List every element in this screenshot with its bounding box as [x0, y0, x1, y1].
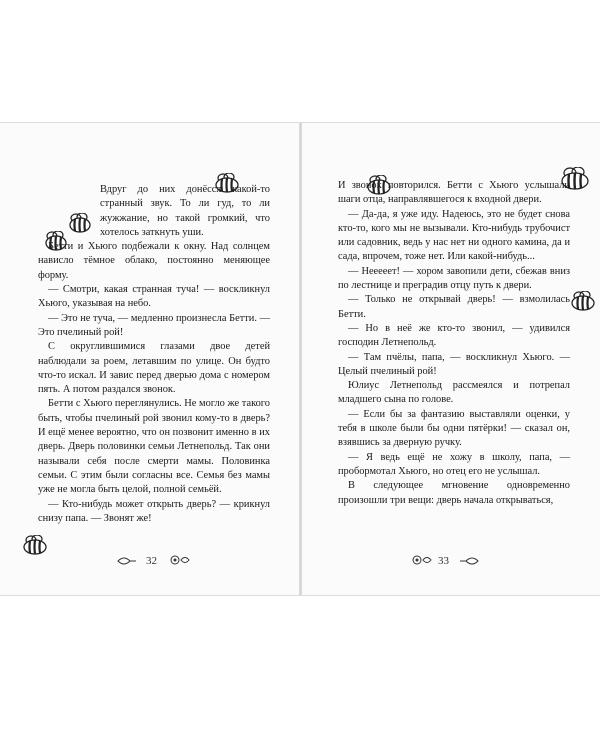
book-spread — [0, 122, 600, 596]
page-number: 33 — [438, 555, 449, 567]
leaf-icon — [458, 555, 480, 567]
paragraph: — Если бы за фантазию выставляли оценки, у тебя в школе были бы одни пятёрки! — сказал он, взявшись за дверную ручку. — [338, 408, 570, 449]
paragraph: — Но в неё же кто-то звонил, — удивился господин Летнепольд. — [338, 322, 570, 349]
bee-icon — [570, 291, 596, 311]
page-number: 32 — [146, 555, 157, 567]
paragraph: — Да-да, я уже иду. Надеюсь, это не будет снова кто-то, кого мы не вызывали. Кто-нибудь трубочист или садовник, ведь у нас нет ни одного камина, да и сада, впрочем, тоже нет. Или какой-нибудь... — [338, 208, 570, 263]
right-page-text — [338, 179, 570, 508]
paragraph: — Кто-нибудь может открыть дверь? — крикнул снизу папа. — Звонят же! — [38, 498, 270, 524]
bee-icon — [22, 535, 48, 555]
flower-icon — [410, 553, 434, 567]
right-page — [302, 123, 600, 595]
paragraph: Бетти с Хьюго переглянулись. Не могло же такого быть, чтобы пчелиный рой звонил кому-то в дверь? И ещё менее вероятно, что он позвонит именно в их дверь. Дверь половинки семьи Летнепольд. Так они называли себя после смерти мамы. Половинка семьи. С этим были согласны все. Семья без мамы уже не могла быть целой, полной семьёй. — [38, 398, 270, 496]
flower-icon — [168, 553, 192, 567]
paragraph: Бетти и Хьюго подбежали к окну. Над солнцем нависло тёмное облако, постоянно меняющее форму. — [38, 241, 270, 281]
paragraph: — Я ведь ещё не хожу в школу, папа, — пробормотал Хьюго, но отец его не услышал. — [338, 451, 570, 477]
paragraph: — Смотри, какая странная туча! — воскликнул Хьюго, указывая на небо. — [38, 284, 270, 310]
paragraph: С округлившимися глазами двое детей наблюдали за роем, летавшим по улице. Он будто что-то искал. И завис перед дверью дома с номером пять. А потом раздался звонок. — [38, 341, 270, 396]
paragraph: — Там пчёлы, папа, — воскликнул Хьюго. — Целый пчелиный рой! — [338, 351, 570, 377]
paragraph: В следующее мгновение одновременно произошли три вещи: дверь начала открываться, — [338, 480, 570, 506]
paragraph: И звонок повторился. Бетти с Хьюго услышали шаги отца, направлявшегося к входной двери. — [338, 180, 570, 206]
paragraph: — Только не открывай дверь! — взмолилась Бетти. — [338, 294, 570, 320]
paragraph: Вдруг до них донёсся какой-то странный звук. То ли гуд, то ли жужжание, но такой громкий, что хотелось заткнуть уши. — [100, 184, 270, 238]
paragraph: — Нееееет! — хором завопили дети, сбежав вниз по лестнице и преградив отцу путь к двери. — [338, 265, 570, 292]
paragraph: Юлиус Летнепольд рассмеялся и потрепал младшего сына по голове. — [338, 380, 570, 406]
paragraph: — Это не туча, — медленно произнесла Бетти. — Это пчелиный рой! — [38, 312, 270, 338]
left-page — [0, 123, 299, 595]
leaf-icon — [116, 555, 138, 567]
left-page-text — [38, 183, 270, 526]
